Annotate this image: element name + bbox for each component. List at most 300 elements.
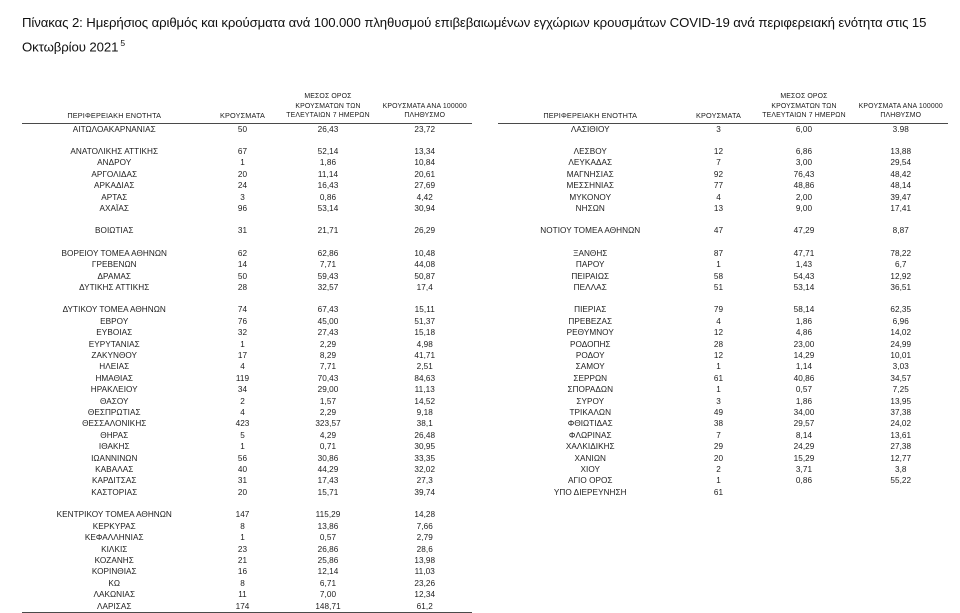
region-name-cell: ΑΧΑΪΑΣ xyxy=(99,203,129,213)
table-row xyxy=(22,282,472,293)
column-header-avg7-line2: ΤΕΛΕΥΤΑΙΩΝ 7 ΗΜΕΡΩΝ xyxy=(286,112,370,119)
region-name-cell: ΠΕΙΡΑΙΩΣ xyxy=(571,271,610,281)
table-row xyxy=(498,282,948,293)
spacer-cell xyxy=(498,237,683,248)
avg7-cell: 59,43 xyxy=(317,271,339,281)
region-name-cell: ΣΑΜΟΥ xyxy=(575,362,605,372)
column-header-per100k-line2: ΠΛΗΘΥΣΜΟ xyxy=(404,112,446,119)
cases-cell: 67 xyxy=(237,146,248,156)
table-row xyxy=(22,146,472,157)
region-name-cell: ΚΕΦΑΛΛΗΝΙΑΣ xyxy=(84,533,144,543)
table-row-spacer xyxy=(22,498,472,509)
avg7-cell: 8,29 xyxy=(319,351,337,360)
spacer-cell xyxy=(22,237,207,248)
table-row xyxy=(22,123,472,135)
per100k-cell: 23,26 xyxy=(414,578,436,588)
table-row-spacer xyxy=(22,135,472,146)
cases-cell: 3 xyxy=(716,124,721,134)
region-name-cell: ΡΟΔΟΠΗΣ xyxy=(569,339,611,349)
cases-cell: 1 xyxy=(240,158,245,168)
column-header-per100k-line1: ΚΡΟΥΣΜΑΤΑ ΑΝΑ 100000 xyxy=(858,102,943,110)
per100k-cell: 24,02 xyxy=(890,419,912,429)
table-row xyxy=(22,180,472,191)
spacer-cell xyxy=(378,135,473,146)
spacer-cell xyxy=(378,498,473,509)
cases-cell: 50 xyxy=(237,271,248,281)
per100k-cell: 27,69 xyxy=(414,181,436,191)
cases-cell: 7 xyxy=(716,430,721,440)
table-row xyxy=(22,555,472,566)
region-name-cell: ΘΕΣΣΑΛΟΝΙΚΗΣ xyxy=(82,419,147,429)
table-row-spacer xyxy=(498,214,948,225)
avg7-cell: 0,86 xyxy=(319,192,337,202)
per100k-cell: 39,47 xyxy=(890,192,912,202)
region-name-cell: ΠΕΛΛΑΣ xyxy=(573,282,607,292)
cases-cell: 13 xyxy=(713,203,724,213)
table-caption xyxy=(22,12,940,57)
spacer-cell xyxy=(854,293,949,304)
avg7-cell: 27,43 xyxy=(317,328,339,338)
cases-cell: 47 xyxy=(713,226,724,236)
column-header-region: ΠΕΡΙΦΕΡΕΙΑΚΗ ΕΝΟΤΗΤΑ xyxy=(498,92,683,123)
spacer-cell xyxy=(207,237,279,248)
region-name-cell: ΜΕΣΣΗΝΙΑΣ xyxy=(566,181,614,191)
spacer-cell xyxy=(498,135,683,146)
spacer-cell xyxy=(854,135,949,146)
table-row xyxy=(22,396,472,407)
cases-cell: 56 xyxy=(237,453,248,463)
cases-cell: 23 xyxy=(237,544,248,554)
region-name-cell: ΑΓΙΟ ΟΡΟΣ xyxy=(567,476,613,486)
table-row xyxy=(22,487,472,498)
per100k-cell: 3,03 xyxy=(892,362,909,372)
cases-cell: 79 xyxy=(713,305,724,315)
table-row xyxy=(498,304,948,315)
avg7-cell: 70,43 xyxy=(317,373,339,383)
cases-cell: 2 xyxy=(240,396,245,406)
cases-cell: 7 xyxy=(716,158,721,168)
cases-cell: 96 xyxy=(237,203,248,213)
cases-cell: 4 xyxy=(240,408,245,418)
right-table-block xyxy=(480,92,960,613)
spacer-cell xyxy=(207,214,279,225)
avg7-cell: 47,29 xyxy=(793,226,815,236)
per100k-cell: 8,87 xyxy=(892,226,909,236)
region-name-cell: ΣΠΟΡΑΔΩΝ xyxy=(567,385,614,395)
region-name-cell: ΑΡΤΑΣ xyxy=(101,192,128,202)
per100k-cell: 30,94 xyxy=(414,203,436,213)
per100k-cell: 6,7 xyxy=(894,260,907,270)
table-row xyxy=(22,430,472,441)
spacer-cell xyxy=(207,498,279,509)
cases-cell: 12 xyxy=(713,146,724,156)
avg7-cell: 16,43 xyxy=(317,181,339,191)
region-name-cell: ΙΩΑΝΝΙΝΩΝ xyxy=(91,453,138,463)
per100k-cell: 12,77 xyxy=(890,453,912,463)
avg7-cell: 0,86 xyxy=(795,476,813,486)
region-name-cell: ΑΙΤΩΛΟΑΚΑΡΝΑΝΙΑΣ xyxy=(72,124,156,134)
cases-cell: 28 xyxy=(713,339,724,349)
region-name-cell: ΛΑΣΙΘΙΟΥ xyxy=(570,124,610,134)
column-header-avg7-line1: ΜΕΣΟΣ ΟΡΟΣ ΚΡΟΥΣΜΑΤΩΝ ΤΩΝ xyxy=(295,93,361,110)
region-name-cell: ΚΟΡΙΝΘΙΑΣ xyxy=(91,567,137,577)
avg7-cell: 29,57 xyxy=(793,419,815,429)
spacer-cell xyxy=(683,135,755,146)
per100k-cell: 23,72 xyxy=(414,124,436,134)
table-row-spacer xyxy=(22,293,472,304)
table-row xyxy=(498,475,948,486)
spacer-cell xyxy=(378,214,473,225)
per100k-cell: 51,37 xyxy=(414,316,436,326)
spacer-cell xyxy=(683,293,755,304)
per100k-cell: 20,61 xyxy=(414,169,436,179)
region-name-cell: ΝΟΤΙΟΥ ΤΟΜΕΑ ΑΘΗΝΩΝ xyxy=(540,226,641,236)
spacer-cell xyxy=(683,237,755,248)
table-row xyxy=(498,441,948,452)
avg7-cell: 7,00 xyxy=(319,590,337,600)
cases-cell: 5 xyxy=(240,430,245,440)
avg7-cell: 54,43 xyxy=(793,271,815,281)
cases-cell: 4 xyxy=(716,316,721,326)
avg7-cell: 1,57 xyxy=(319,396,337,406)
region-name-cell: ΘΕΣΠΡΩΤΙΑΣ xyxy=(87,408,141,418)
cases-cell: 32 xyxy=(237,328,248,338)
avg7-cell: 2,29 xyxy=(319,408,337,418)
table-row xyxy=(22,601,472,613)
table-row xyxy=(498,169,948,180)
avg7-cell: 23,00 xyxy=(793,339,815,349)
per100k-cell: 13,88 xyxy=(890,146,912,156)
spacer-cell xyxy=(22,135,207,146)
column-header-avg7-line1: ΜΕΣΟΣ ΟΡΟΣ ΚΡΟΥΣΜΑΤΩΝ ΤΩΝ xyxy=(771,93,837,110)
table-header-right xyxy=(498,92,948,123)
cases-cell: 1 xyxy=(716,385,721,395)
region-name-cell: ΔΥΤΙΚΟΥ ΤΟΜΕΑ ΑΘΗΝΩΝ xyxy=(62,305,166,315)
per100k-cell: 3.98 xyxy=(892,124,909,134)
cases-cell: 1 xyxy=(240,533,245,543)
per100k-cell: 41,71 xyxy=(414,351,436,360)
avg7-cell: 25,86 xyxy=(317,555,339,565)
per100k-cell: 12,92 xyxy=(890,271,912,281)
cases-cell: 74 xyxy=(237,305,248,315)
region-name-cell: ΒΟΡΕΙΟΥ ΤΟΜΕΑ ΑΘΗΝΩΝ xyxy=(61,248,167,258)
cases-cell: 20 xyxy=(237,487,248,497)
column-header-per100k xyxy=(854,92,949,123)
table-row xyxy=(498,157,948,168)
cases-cell: 12 xyxy=(713,328,724,338)
cases-cell: 20 xyxy=(237,169,248,179)
per100k-cell: 36,51 xyxy=(890,282,912,292)
avg7-cell: 2,00 xyxy=(795,192,813,202)
table-row xyxy=(22,521,472,532)
region-name-cell: ΥΠΟ ΔΙΕΡΕΥΝΗΣΗ xyxy=(553,487,627,497)
per100k-cell: 3,8 xyxy=(894,465,907,475)
per100k-cell: 14,02 xyxy=(890,328,912,338)
avg7-cell: 29,00 xyxy=(317,385,339,395)
cases-cell: 4 xyxy=(240,362,245,372)
avg7-cell: 2,29 xyxy=(319,339,337,349)
per100k-cell: 48,14 xyxy=(890,181,912,191)
cases-cell: 28 xyxy=(237,282,248,292)
avg7-cell: 115,29 xyxy=(315,510,341,520)
per100k-cell: 78,22 xyxy=(890,248,912,258)
per100k-cell: 61,2 xyxy=(378,601,473,613)
avg7-cell: 53,14 xyxy=(793,282,815,292)
spacer-cell xyxy=(22,214,207,225)
left-table-block xyxy=(0,92,480,613)
region-name-cell: ΚΟΖΑΝΗΣ xyxy=(94,555,134,565)
spacer-cell xyxy=(279,498,378,509)
spacer-cell xyxy=(854,237,949,248)
cases-cell: 20 xyxy=(713,453,724,463)
table-row-spacer xyxy=(498,293,948,304)
cases-cell: 16 xyxy=(237,567,248,577)
per100k-cell: 26,48 xyxy=(414,430,436,440)
avg7-cell: 6,71 xyxy=(319,578,337,588)
table-row xyxy=(498,384,948,395)
table-row xyxy=(22,566,472,577)
table-row xyxy=(498,123,948,135)
table-row xyxy=(498,418,948,429)
column-header-avg7-line2: ΤΕΛΕΥΤΑΙΩΝ 7 ΗΜΕΡΩΝ xyxy=(762,112,846,119)
table-row xyxy=(22,271,472,282)
column-header-cases: ΚΡΟΥΣΜΑΤΑ xyxy=(683,92,755,123)
region-name-cell: ΘΗΡΑΣ xyxy=(100,430,129,440)
region-name-cell: ΛΕΣΒΟΥ xyxy=(573,146,607,156)
avg7-cell: 34,00 xyxy=(793,408,815,418)
cases-cell: 51 xyxy=(713,282,724,292)
avg7-cell: 1,86 xyxy=(795,396,813,406)
region-name-cell: ΚΩ xyxy=(108,578,121,588)
avg7-cell: 148,71 xyxy=(279,601,378,613)
table-row xyxy=(22,441,472,452)
column-header-cases: ΚΡΟΥΣΜΑΤΑ xyxy=(207,92,279,123)
table-row xyxy=(22,418,472,429)
avg7-cell: 44,29 xyxy=(317,465,339,475)
avg7-cell: 32,57 xyxy=(317,282,339,292)
per100k-cell: 15,18 xyxy=(414,328,436,338)
per100k-cell: 37,38 xyxy=(890,408,912,418)
avg7-cell: 12,14 xyxy=(317,567,339,577)
column-header-region: ΠΕΡΙΦΕΡΕΙΑΚΗ ΕΝΟΤΗΤΑ xyxy=(22,92,207,123)
cases-cell: 1 xyxy=(240,442,245,452)
avg7-cell: 0,71 xyxy=(319,442,337,452)
region-name-cell: ΕΒΡΟΥ xyxy=(100,316,129,326)
region-name-cell: ΛΑΚΩΝΙΑΣ xyxy=(93,590,136,600)
table-row xyxy=(498,248,948,259)
cases-cell: 1 xyxy=(716,362,721,372)
column-header-per100k-line1: ΚΡΟΥΣΜΑΤΑ ΑΝΑ 100000 xyxy=(382,102,467,110)
table-header-row xyxy=(498,92,948,123)
table-body-right xyxy=(498,123,948,498)
spacer-cell xyxy=(207,135,279,146)
table-row xyxy=(22,464,472,475)
table-row xyxy=(22,203,472,214)
per100k-cell: 2,79 xyxy=(416,533,433,543)
avg7-cell: 47,71 xyxy=(793,248,815,258)
avg7-cell: 24,29 xyxy=(793,442,815,452)
avg7-cell: 11,14 xyxy=(317,169,339,179)
spacer-cell xyxy=(854,214,949,225)
table-row xyxy=(22,157,472,168)
per100k-cell: 50,87 xyxy=(414,271,436,281)
avg7-cell: 1,43 xyxy=(795,260,813,270)
region-name-cell: ΜΥΚΟΝΟΥ xyxy=(569,192,612,202)
region-name-cell: ΝΗΣΩΝ xyxy=(575,203,605,213)
cases-cell: 119 xyxy=(235,373,250,383)
spacer-cell xyxy=(755,214,854,225)
region-name-cell: ΚΕΝΤΡΙΚΟΥ ΤΟΜΕΑ ΑΘΗΝΩΝ xyxy=(56,510,172,520)
region-name-cell: ΑΡΓΟΛΙΔΑΣ xyxy=(91,169,138,179)
region-name-cell: ΗΛΕΙΑΣ xyxy=(99,362,130,372)
cases-cell: 12 xyxy=(713,351,724,360)
region-name-cell: ΞΑΝΘΗΣ xyxy=(573,248,608,258)
spacer-cell xyxy=(755,293,854,304)
region-name-cell: ΣΥΡΟΥ xyxy=(576,396,605,406)
table-row xyxy=(498,316,948,327)
per100k-cell: 62,35 xyxy=(890,305,912,315)
table-row xyxy=(22,589,472,600)
table-row xyxy=(22,384,472,395)
cases-cell: 38 xyxy=(713,419,724,429)
avg7-cell: 62,86 xyxy=(317,248,339,258)
per100k-cell: 27,38 xyxy=(890,442,912,452)
column-header-avg7 xyxy=(279,92,378,123)
region-name-cell: ΔΥΤΙΚΗΣ ΑΤΤΙΚΗΣ xyxy=(79,282,150,292)
table-row xyxy=(498,350,948,361)
table-row xyxy=(498,396,948,407)
spacer-cell xyxy=(207,293,279,304)
table-row xyxy=(22,407,472,418)
avg7-cell: 15,71 xyxy=(317,487,339,497)
cases-cell: 1 xyxy=(716,260,721,270)
cases-cell: 31 xyxy=(237,226,248,236)
avg7-cell: 53,14 xyxy=(317,203,339,213)
region-name-cell: ΘΑΣΟΥ xyxy=(99,396,129,406)
per100k-cell: 13,34 xyxy=(414,146,436,156)
per100k-cell: 28,6 xyxy=(416,544,433,554)
region-name-cell: ΗΜΑΘΙΑΣ xyxy=(95,373,134,383)
table-row-spacer xyxy=(22,237,472,248)
per100k-cell: 11,03 xyxy=(414,567,435,577)
table-row xyxy=(498,361,948,372)
per100k-cell: 14,52 xyxy=(414,396,436,406)
column-header-per100k xyxy=(378,92,473,123)
avg7-cell: 0,57 xyxy=(319,533,337,543)
avg7-cell: 48,86 xyxy=(793,181,815,191)
per100k-cell: 27,3 xyxy=(416,476,433,486)
spacer-cell xyxy=(22,498,207,509)
avg7-cell xyxy=(755,487,854,498)
avg7-cell: 4,29 xyxy=(319,430,337,440)
cases-cell: 14 xyxy=(237,260,248,270)
cases-cell: 1 xyxy=(240,339,245,349)
column-header-avg7 xyxy=(755,92,854,123)
region-name-cell: ΔΡΑΜΑΣ xyxy=(97,271,131,281)
per100k-cell: 84,63 xyxy=(414,373,436,383)
table-row xyxy=(498,327,948,338)
caption-text: Πίνακας 2: Ημερήσιος αριθμός και κρούσματα ανά 100.000 πληθυσμού επιβεβαιωμένων εγχώριων κρουσμάτων COVID-19 ανά περιφερειακή ενότητα στις 15 Οκτωβρίου 2021 xyxy=(22,15,927,55)
avg7-cell: 17,43 xyxy=(317,476,339,486)
per100k-cell: 13,61 xyxy=(890,430,912,440)
per100k-cell: 12,34 xyxy=(414,590,436,600)
per100k-cell: 7,66 xyxy=(416,521,433,531)
table-row xyxy=(498,203,948,214)
cases-cell: 50 xyxy=(237,124,248,134)
table-row xyxy=(22,192,472,203)
avg7-cell: 323,57 xyxy=(315,419,341,429)
table-row xyxy=(498,464,948,475)
per100k-cell: 4,98 xyxy=(416,339,433,349)
table-row xyxy=(22,316,472,327)
avg7-cell: 45,00 xyxy=(317,316,339,326)
table-row xyxy=(22,453,472,464)
per100k-cell: 55,22 xyxy=(890,476,912,486)
column-header-per100k-line2: ΠΛΗΘΥΣΜΟ xyxy=(880,112,922,119)
region-name-cell: ΕΥΡΥΤΑΝΙΑΣ xyxy=(88,339,140,349)
per100k-cell: 32,02 xyxy=(414,465,436,475)
spacer-cell xyxy=(279,214,378,225)
cases-cell: 4 xyxy=(716,192,721,202)
spacer-cell xyxy=(279,237,378,248)
cases-cell: 3 xyxy=(240,192,245,202)
region-name-cell: ΜΑΓΝΗΣΙΑΣ xyxy=(566,169,614,179)
cases-cell: 29 xyxy=(713,442,724,452)
region-name-cell: ΤΡΙΚΑΛΩΝ xyxy=(569,408,612,418)
table-row xyxy=(22,327,472,338)
spacer-cell xyxy=(378,237,473,248)
table-header-left xyxy=(22,92,472,123)
table-row xyxy=(498,407,948,418)
avg7-cell: 13,86 xyxy=(317,521,339,531)
spacer-cell xyxy=(279,135,378,146)
cases-cell: 423 xyxy=(235,419,250,429)
avg7-cell: 26,43 xyxy=(317,124,339,134)
cases-cell: 11 xyxy=(238,590,247,600)
region-name-cell: ΦΛΩΡΙΝΑΣ xyxy=(568,430,612,440)
table-header-row xyxy=(22,92,472,123)
per100k-cell: 14,28 xyxy=(414,510,436,520)
spacer-cell xyxy=(755,135,854,146)
avg7-cell: 0,57 xyxy=(795,385,813,395)
table-row xyxy=(498,373,948,384)
avg7-cell: 7,71 xyxy=(319,260,337,270)
table-row-spacer xyxy=(22,214,472,225)
region-name-cell: ΕΥΒΟΙΑΣ xyxy=(96,328,133,338)
cases-cell: 174 xyxy=(207,601,279,613)
caption-footnote-marker: 5 xyxy=(120,38,125,48)
table-row xyxy=(498,225,948,236)
table-row xyxy=(498,271,948,282)
per100k-cell: 34,57 xyxy=(890,373,912,383)
per100k-cell: 10,84 xyxy=(414,158,436,168)
avg7-cell: 9,00 xyxy=(795,203,813,213)
avg7-cell: 21,71 xyxy=(317,226,339,236)
per100k-cell: 15,11 xyxy=(414,305,435,315)
region-name-cell: ΣΕΡΡΩΝ xyxy=(573,373,608,383)
region-name-cell: ΚΑΣΤΟΡΙΑΣ xyxy=(91,487,138,497)
per100k-cell: 6,96 xyxy=(892,316,909,326)
region-name-cell: ΧΑΝΙΩΝ xyxy=(574,453,606,463)
per100k-cell xyxy=(854,487,949,498)
avg7-cell: 6,86 xyxy=(795,146,813,156)
cases-cell: 147 xyxy=(235,510,250,520)
cases-cell: 62 xyxy=(237,248,248,258)
cases-cell: 92 xyxy=(713,169,724,179)
per100k-cell: 11,13 xyxy=(414,385,435,395)
region-name-cell: ΠΡΕΒΕΖΑΣ xyxy=(568,316,613,326)
cases-cell: 24 xyxy=(237,181,248,191)
